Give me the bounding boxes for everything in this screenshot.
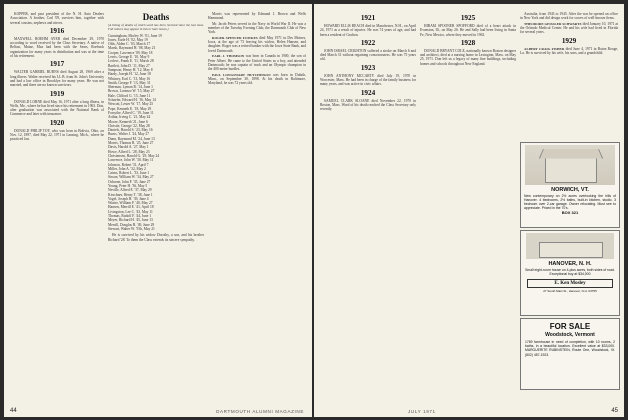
class-year-heading: 1920 [49, 118, 65, 127]
death-entry: Dunn, Raymond M. '24, June 13 [108, 136, 155, 141]
death-entry: Hardy, Joseph H. '12, June 18 [108, 72, 151, 77]
obituary-paragraph [208, 54, 306, 71]
obituary-paragraph: HIRAM SPOONER SPOFFORD died of a heart attack in Evanston, Ill., on May 26. He and Sally had been living in Santa Fe, New Mexico, where they moved in 1963. [420, 24, 516, 37]
left-column-2 [108, 12, 204, 243]
death-entry: Neville, Alfred E. '37, May 29 [108, 188, 152, 193]
deaths-note: [A listing of deaths of which word has been received since the last issue. Full notices may appear in this or later issues.] [108, 23, 204, 31]
death-entry: Lawrence, John W. '30, May 11 [108, 158, 154, 163]
obituary-paragraph: Mr. Jacob Peters served in the Navy in World War II. He was a member of the Tuesday Evening Club, the Dartmouth Club of New York. [208, 21, 306, 35]
death-entry: Osborne, John F. '35, June 27 [108, 179, 151, 184]
right-column-2 [420, 12, 516, 67]
house-illustration [526, 233, 614, 259]
left-column-3 [208, 12, 306, 87]
death-entry: Livingston, Lee C. '43, May 11 [108, 209, 153, 214]
right-page [314, 4, 624, 417]
death-entry: Young, Peter H. '36, May 5 [108, 183, 148, 188]
obituary-paragraph: SAMUEL CLARK SLOANE died November 22, 1970 in Boston, Mass. Word of his death reached the Class Secretary only recently. [320, 98, 416, 112]
death-entry: Bartlett, John D. '11, May 27 [108, 63, 150, 68]
obituary-paragraph: JOHN ANTHONY MCCARTY died July 19, 1970 in Worcester, Mass. He had been in charge of the family business for many years, and was active in civic affairs. [320, 73, 416, 87]
obituary-paragraph [208, 36, 306, 53]
class-year-heading: 1916 [49, 26, 65, 35]
death-entry: Moore, Kenneth '21, June 6 [108, 119, 148, 124]
obituary-paragraph: DONALD LORNE died May 16, 1971 after a long illness, in Wells, Me., where he has lived since his retirement in 1963. Don, after graduation was associated with the National Bank of Commerce and later with insurance. [10, 99, 104, 117]
death-entry: Vogel, Joseph H. '39, June 4 [108, 196, 149, 201]
death-entry: Leclerc, Frank E. '11, March 28 [108, 59, 154, 64]
death-entry: Arthur, Irving C. '21, May 24 [108, 115, 151, 120]
death-entry: Meyer, Richard H. '45, June 13 [108, 218, 153, 223]
death-entry: Whitney, Earl C. '13, May 16 [108, 76, 151, 81]
deceased-name: ROGER SPENCER FOWKES [212, 35, 258, 40]
ad-text: Small eight-room house on 4-plus acres, both sides of road. Exceptional buy at $34,000 [525, 268, 615, 276]
obituary-paragraph: Australia, from 1943 to 1945. After the war he opened an office in New York and did design work for scores of well-known firms. [520, 12, 618, 21]
death-entry: Wescott, Lester W. '17, May 25 [108, 102, 154, 107]
obituary-paragraph [520, 22, 618, 35]
page-number: 45 [611, 408, 618, 414]
magazine-spread [4, 4, 624, 417]
class-year-heading: 1929 [561, 36, 577, 45]
deceased-name: THEODORE GEISSLER SCHWARTZ [524, 21, 582, 26]
death-entry: Marsh, Raymond H. '08, May 21 [108, 46, 156, 51]
obituary-paragraph: DONALD PHILIP TOY, who was born in Bolivia, Ohio, on Nov. 12, 1897, died May 22, 1971 in Lansing, Mich., where he practiced law. [10, 128, 104, 142]
deaths-heading: Deaths [142, 12, 170, 22]
death-entry: Hansen, Merrill E. '41, April 18 [108, 205, 154, 210]
death-entry: Lewis, George E. '10, May 9 [108, 55, 150, 60]
death-entry: Schaefer, Edward H. '16, May 14 [108, 98, 156, 103]
death-entry: Morris, Thomas R. '25, June 27 [108, 141, 154, 146]
deceased-name: ALBERT CRAIG FISHER [524, 46, 565, 51]
class-year-heading: 1923 [360, 63, 376, 72]
death-entry: Daniels, Harold S. '23, May 16 [108, 128, 153, 133]
class-year-heading: 1925 [460, 14, 476, 22]
ad-box-number: BOX 321 [561, 210, 579, 215]
ad-title: HANOVER, N. H. [548, 261, 592, 267]
death-entry: Smith, George F. '13, May 31 [108, 80, 151, 85]
death-entry: Sisson, William W. '34, May 27 [108, 175, 154, 180]
running-footer: DARTMOUTH ALUMNI MAGAZINE [216, 409, 304, 414]
death-entry: Sampson, Henry H. '12, May 8 [108, 67, 153, 72]
ad-title: NORWICH, VT. [551, 187, 589, 193]
death-entry: Forsythe, Alfred C. '19, June 11 [108, 110, 154, 115]
real-estate-ad-woodstock [520, 318, 620, 390]
deaths-list [108, 34, 204, 232]
class-year-heading: 1928 [460, 38, 476, 47]
death-entry: Miller, John A. '32, May 2 [108, 166, 146, 171]
obituary-paragraph: Morris was represented by Edmund J. Brown and Wells Hammond. [208, 12, 306, 21]
page-number: 44 [10, 408, 17, 414]
obituary-text: died January 10, 1971 at the Orlando Medical Center. He and his wife had lived in Florida for several years. [520, 21, 618, 35]
obituary-paragraph: DONALD BRYANT COLE, nationally known Boston designer and architect, died at a nursing home in Lexington, Mass. on May 25, 1971. Don left us a legacy of many fine buildings, including homes and schools throughout New England. [420, 48, 516, 66]
obituary-text: was born in Canada in 1900, the son of Peter Albert. He came to the United States as a boy, and attended Dartmouth; he was captain of track and an Olympic champion in the 400 meter hurdles. [208, 54, 306, 72]
real-estate-ad-hanover [520, 230, 620, 316]
death-entry: Winter, William F. '40, May 27 [108, 201, 153, 206]
real-estate-ad-norwich [520, 142, 620, 228]
ad-text: New contemporary on 2½ acres overlooking the hills of Hanover. 4 bedrooms, 2½ baths, built-in kitchen, studio. 3 bedroom over 2-car garage. Owner relocating. Must see to appreciate. Priced in the 70's. [524, 194, 616, 210]
left-page [4, 4, 312, 417]
class-year-heading: 1917 [49, 60, 65, 69]
house-illustration [525, 145, 615, 185]
death-entry: Thomas, Rudolf F. '44, June 1 [108, 214, 152, 219]
class-year-heading: 1922 [360, 38, 376, 47]
agent-address: 27 South Main St., Hanover, N.H. 03755 [543, 289, 597, 293]
obituary-text: died May 1971 in Des Moines, Iowa, at the age of 73 leaving his widow, Helen Hansen, and daughter. Roger was a retired banker with the Iowa State Bank, and loved Dartmouth. [208, 35, 306, 53]
death-entry: Pope, Kenneth E. '18, May 29 [108, 106, 152, 111]
obituary-paragraph: He is survived by his widow Dorothy, a son, and his brother Richard '28. To them the Class extends its sincere sympathy. [108, 233, 204, 242]
death-entry: Stewart, Walter W. '55h, May 21 [108, 226, 155, 231]
death-entry: Kirschner, Henry T. '38, June 1 [108, 192, 153, 197]
death-entry: Sherman, Lyman R. '14, June 1 [108, 85, 153, 90]
class-year-heading: 1921 [360, 14, 376, 22]
obituary-text: was born in Duluth, Minn., on September 30, 1898. At his death in Baltimore, Maryland, he was 72 years old. [208, 72, 306, 86]
death-entry: Howe, Alfred L. '28, May 23 [108, 149, 150, 154]
obituary-text: died June 4, 1971 in Baton Rouge, La. He is survived by his wife, his sons, and a grandchild. [520, 46, 618, 55]
death-entry: Cooper, Lawrence '09, May 18 [108, 50, 153, 55]
death-entry: Olds, Alden C. '03, March 17 [108, 42, 151, 47]
intro-paragraph: KOPPER, and past president of the N. H. Auto Dealers Association. A brother, Carl '09, survives him, together with several cousins, nephews and nieces. [10, 12, 104, 25]
obituary-paragraph: WALTER GABRIEL BURNS died August 28, 1969 after a long illness. Walter received his LL.B. from St. John's University and had a law office in Brooklyn for many years. He was not married, and there are no known survivors. [10, 70, 104, 88]
death-entry: Christensen, Harold G. '29, May 24 [108, 153, 160, 158]
obituary-paragraph: MAXWELL BOEHM AYER died December 29, 1970 according to word received by the Class Secretary. A native of Belfast, Maine, Max had been with the Sears, Roebuck organization for many years in distribution and was at the time of his retirement. [10, 36, 104, 59]
death-entry: Merrill, Douglas B. '49, June 29 [108, 222, 155, 227]
death-entry: Cunningham, Morley W. '01, June 19 [108, 33, 162, 38]
obituary-paragraph: HOWARD ELLIS BEACH died in Manchester, N.H., on April 24, 1971 as a result of injuries. He was 74 years of age, and had been a resident of Grafton. [320, 24, 416, 37]
right-column-3 [520, 12, 618, 56]
agent-name: E. Ken Mosley [527, 279, 613, 288]
death-entry: Burns, Walter J. '24, May 27 [108, 132, 150, 137]
ad-title: FOR SALE [549, 322, 591, 331]
obituary-paragraph [208, 73, 306, 86]
death-entry: Hale, Clifford G. '15, June 11 [108, 93, 151, 98]
obituary-paragraph: JOHN ISRAEL CRIGHTON suffered a stroke on March 6 and died March 31 without regaining consciousness. He was 75 years old. [320, 48, 416, 62]
death-entry: Cairns, Robert L. '33, June 1 [108, 171, 150, 176]
obituary-paragraph [520, 47, 618, 56]
death-entry: Davis, Harold A. '27, May 1 [108, 145, 149, 150]
right-column-1 [320, 12, 416, 113]
ad-subtitle: Woodstock, Vermont [545, 332, 595, 338]
left-column-1 [10, 12, 104, 143]
ad-text: 1769 farmhouse in need of completion, with 10 rooms, 2 baths, in a beautiful location. Excellent value at $33,000. MARGUERITE RUBINSTEIN, Route One, Woodstock, Vt. (802) 457-1923. [525, 340, 615, 357]
class-year-heading: 1924 [360, 88, 376, 97]
death-entry: Johnson, Robert '31, April 7 [108, 162, 149, 167]
deceased-name: EARL J. THOMSON [212, 54, 245, 59]
death-entry: Brown, Lorenzo W. '15, May 27 [108, 89, 155, 94]
death-entry: Christie, George '22, May 28 [108, 123, 150, 128]
class-year-heading: 1919 [49, 89, 65, 98]
death-entry: Jones, Earle H. '02, May 19 [108, 37, 148, 42]
deceased-name: PAUL LONGSWART HUTCHINSON [212, 72, 271, 77]
running-footer: JULY 1971 [408, 409, 436, 414]
